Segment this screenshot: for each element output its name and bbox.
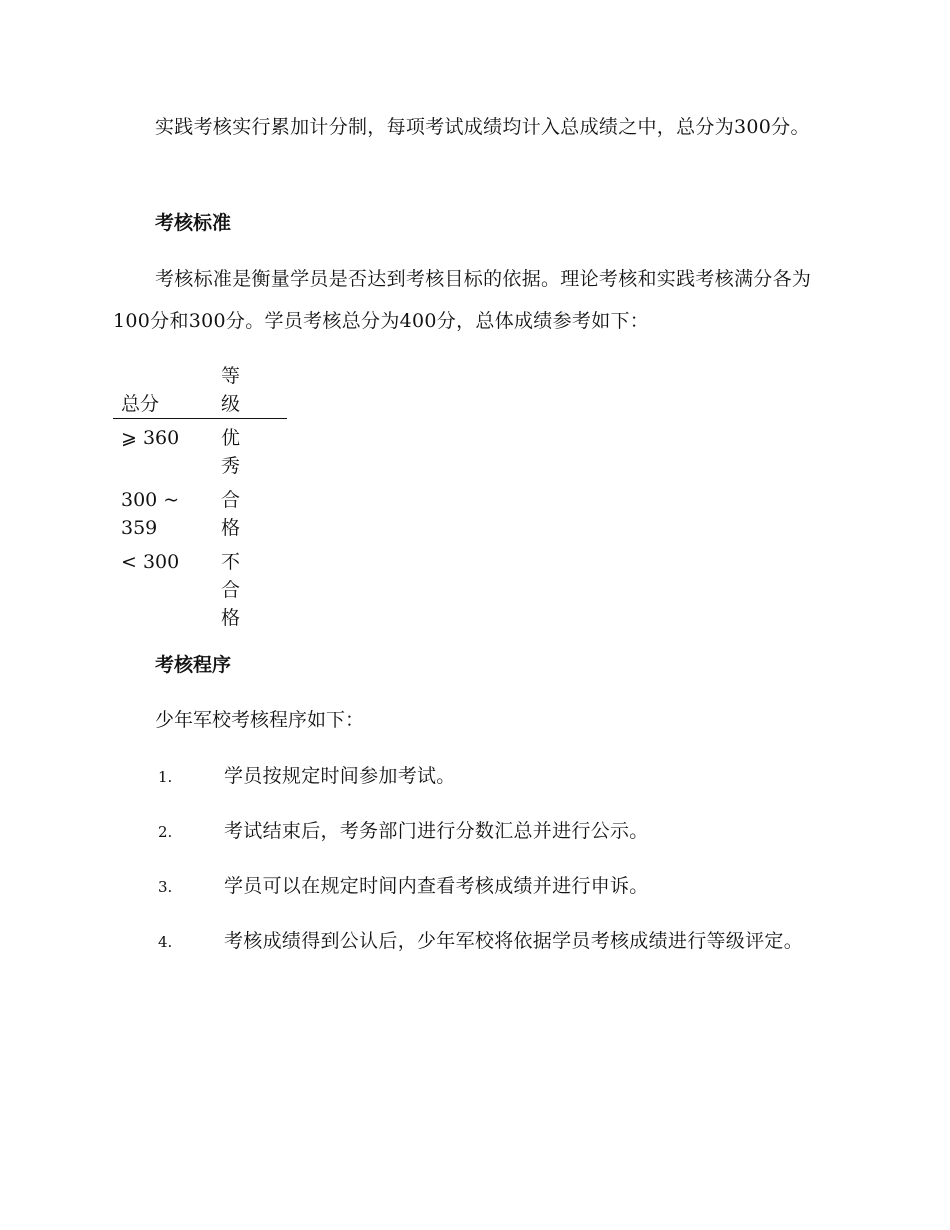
list-text: 考试结束后，考务部门进行分数汇总并进行公示。 <box>224 820 649 842</box>
list-item <box>113 920 837 963</box>
header-total-score: 总分 <box>121 393 160 415</box>
grade-cell: 合格 <box>221 489 241 539</box>
list-number: 2. <box>158 823 173 841</box>
list-item <box>113 810 837 853</box>
table-row <box>113 486 287 548</box>
section-heading-standard: 考核标准 <box>155 212 232 234</box>
list-number: 4. <box>158 933 173 951</box>
table-row <box>113 548 287 638</box>
score-cell: < 300 <box>121 551 180 573</box>
grade-table <box>113 362 287 638</box>
list-item <box>113 755 837 798</box>
grade-cell: 优秀 <box>221 427 241 477</box>
list-text: 学员可以在规定时间内查看考核成绩并进行申诉。 <box>224 875 649 897</box>
list-number: 3. <box>158 878 173 896</box>
list-number: 1. <box>158 768 173 786</box>
header-grade: 等级 <box>221 365 241 415</box>
intro-paragraph: 实践考核实行累加计分制，每项考试成绩均计入总成绩之中，总分为300分。 <box>155 116 810 138</box>
table-row <box>113 419 287 487</box>
list-text: 学员按规定时间参加考试。 <box>224 765 456 787</box>
section-heading-procedure: 考核程序 <box>155 654 232 676</box>
grade-cell: 不合格 <box>221 551 241 629</box>
standard-paragraph: 考核标准是衡量学员是否达到考核目标的依据。理论考核和实践考核满分各为100分和300分。学员考核总分为400分，总体成绩参考如下： <box>113 268 812 332</box>
list-item <box>113 865 837 908</box>
procedure-intro: 少年军校考核程序如下： <box>155 709 365 731</box>
list-text: 考核成绩得到公认后，少年军校将依据学员考核成绩进行等级评定。 <box>224 930 804 952</box>
score-cell: ⩾ 360 <box>121 427 180 449</box>
grade-table-header-row <box>113 362 287 419</box>
score-cell: 300 ~ 359 <box>121 489 180 539</box>
document-page <box>113 0 837 1230</box>
